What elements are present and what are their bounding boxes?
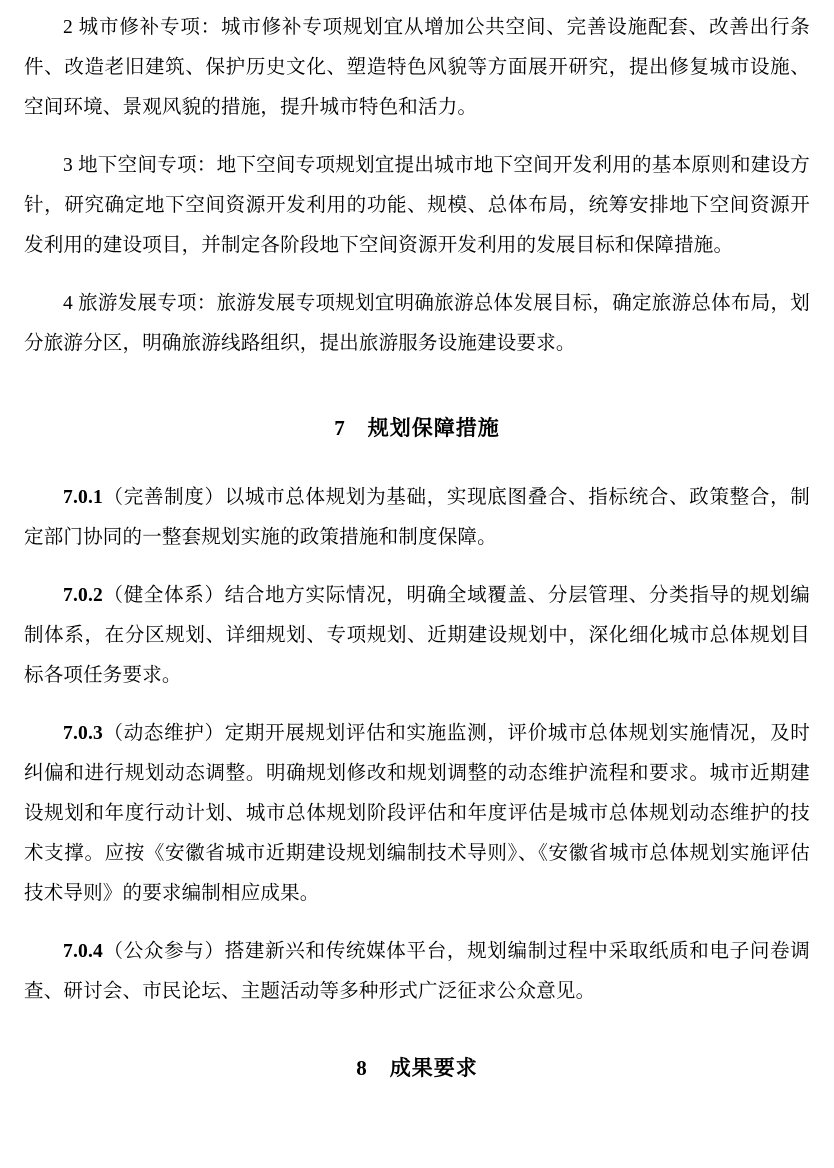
clause-7-0-1: [24, 478, 810, 558]
clause-7-0-3: [24, 714, 810, 914]
clause-text-7-0-4: （公众参与）搭建新兴和传统媒体平台，规划编制过程中采取纸质和电子问卷调查、研讨会、市民论坛、主题活动等多种形式广泛征求公众意见。: [24, 941, 810, 1002]
clause-text-7-0-3: （动态维护）定期开展规划评估和实施监测，评价城市总体规划实施情况，及时纠偏和进行规划动态调整。明确规划修改和规划调整的动态维护流程和要求。城市近期建设规划和年度行动计划、城市总体规划阶段评估和年度评估是城市总体规划动态维护的技术支撑。应按《安徽省城市近期建设规划编制技术导则》、《安徽省城市总体规划实施评估技术导则》的要求编制相应成果。: [24, 723, 810, 904]
clause-number-7-0-3: 7.0.3: [63, 723, 103, 744]
clause-number-7-0-4: 7.0.4: [63, 941, 103, 962]
clause-number-7-0-2: 7.0.2: [63, 585, 103, 606]
clause-text-7-0-2: （健全体系）结合地方实际情况，明确全域覆盖、分层管理、分类指导的规划编制体系，在分区规划、详细规划、专项规划、近期建设规划中，深化细化城市总体规划目标各项任务要求。: [24, 585, 810, 686]
paragraph-underground-space: 3 地下空间专项：地下空间专项规划宜提出城市地下空间开发利用的基本原则和建设方针，研究确定地下空间资源开发利用的功能、规模、总体布局，统筹安排地下空间资源开发利用的建设项目，并制定各阶段地下空间资源开发利用的发展目标和保障措施。: [24, 155, 810, 256]
clause-number-7-0-1: 7.0.1: [63, 487, 103, 508]
clause-7-0-2: [24, 576, 810, 696]
section-heading-7: 7 规划保障措施: [334, 416, 500, 440]
clause-text-7-0-1: （完善制度）以城市总体规划为基础，实现底图叠合、指标统合、政策整合，制定部门协同的一整套规划实施的政策措施和制度保障。: [24, 487, 810, 548]
section-heading-8: 8 成果要求: [356, 1056, 478, 1080]
paragraph-urban-repair: 2 城市修补专项：城市修补专项规划宜从增加公共空间、完善设施配套、改善出行条件、改造老旧建筑、保护历史文化、塑造特色风貌等方面展开研究，提出修复城市设施、空间环境、景观风貌的措施，提升城市特色和活力。: [24, 17, 810, 118]
paragraph-tourism-development: 4 旅游发展专项：旅游发展专项规划宜明确旅游总体发展目标，确定旅游总体布局，划分旅游分区，明确旅游线路组织，提出旅游服务设施建设要求。: [24, 293, 810, 354]
clause-7-0-4: [24, 932, 810, 1012]
